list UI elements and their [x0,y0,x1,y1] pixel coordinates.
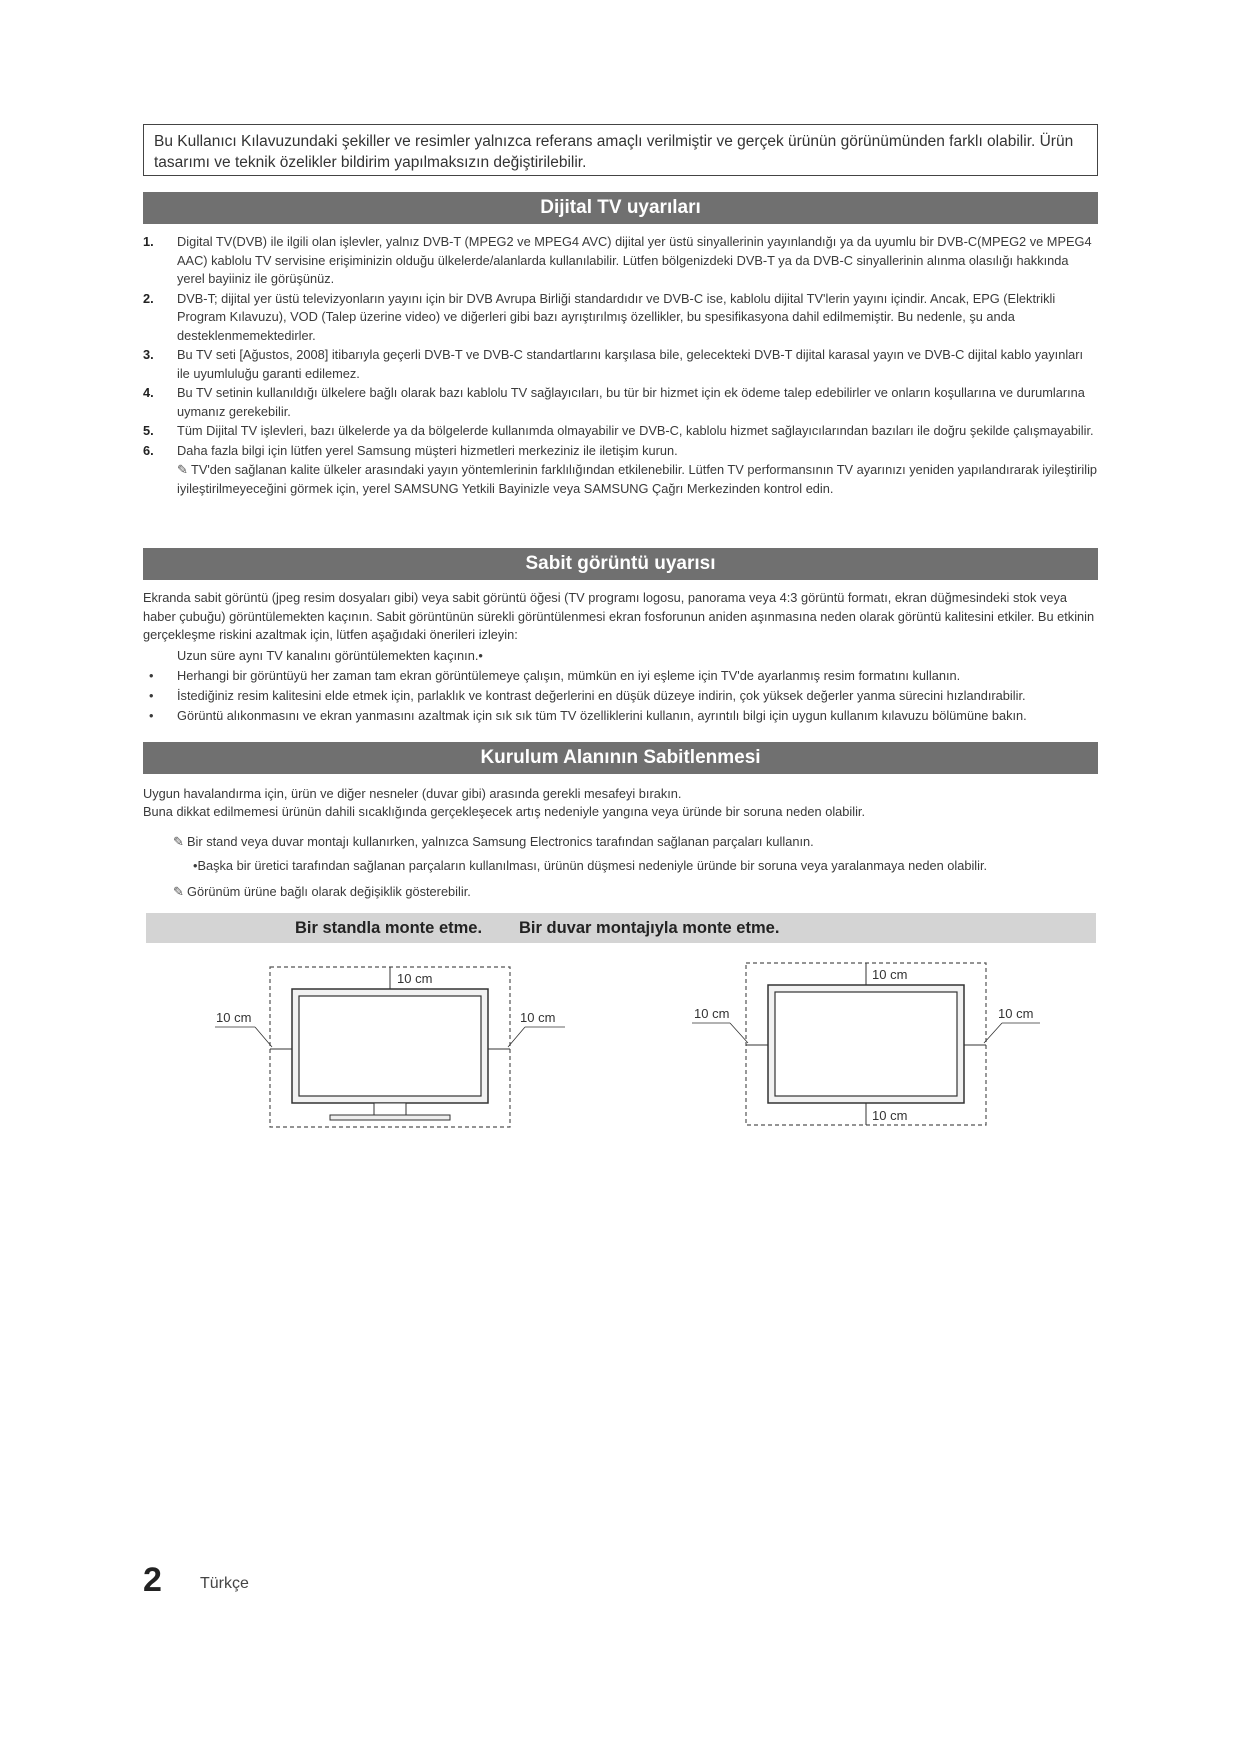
installation-note-2: ✎ Görünüm ürüne bağlı olarak değişiklik gösterebilir. [173,884,471,899]
page-language: Türkçe [200,1575,249,1592]
note-icon: ✎ [173,834,184,849]
distance-label-right: 10 cm [520,1010,556,1025]
bullet-icon: • [149,708,154,723]
note-line: ✎ TV'den sağlanan kalite ülkeler arasındaki yayın yöntemlerinin farklılığından etkilenebilir. Lütfen TV performansının TV ayarınızı yeniden yapılandırarak iyileştirilip iyileştirilmeyeceğini görmek için, yerel SAMSUNG Yetkili Bayinizle veya SAMSUNG Çağrı Merkezinden kontrol edin. [177,462,1098,496]
stand-mount-diagram [200,955,600,1130]
list-item: • Görüntü alıkonmasını ve ekran yanmasını azaltmak için sık sık tüm TV özelliklerini kullanın, ayrıntılı bilgi için uygun kullanım kılavuzu bölümüne bakın. [143,706,1098,726]
distance-label-left: 10 cm [694,1006,730,1021]
bullet-icon: • [149,668,154,683]
distance-label-top: 10 cm [397,971,433,986]
section-title-digital-tv: Dijital TV uyarıları [143,192,1098,224]
distance-label-left: 10 cm [216,1010,252,1025]
stand-mount-label: Bir standla monte etme. [295,919,483,937]
list-item: 1. Digital TV(DVB) ile ilgili olan işlevler, yalnız DVB-T (MPEG2 ve MPEG4 AVC) dijital yer üstü sinyallerinin yayınlandığı ya da uyumlu bir DVB-C(MPEG2 ve MPEG4 AAC) kablolu TV servisine erişiminizin olduğu ülkelerde/alanlarda kullanılabilir. Lütfen bölgenizdeki DVB-T ya da DVB-C sinyallerinin alınma olasılığı hakkında yerel bayiiniz ile görüşünüz. [143,234,1092,286]
digital-tv-list [143,233,1098,499]
list-item: Uzun süre aynı TV kanalını görüntülemekten kaçının.• [177,648,483,663]
installation-note-1: ✎ Bir stand veya duvar montajı kullanırken, yalnızca Samsung Electronics tarafından sağlanan parçaları kullanın. [173,834,814,849]
disclaimer-text: Bu Kullanıcı Kılavuzundaki şekiller ve resimler yalnızca referans amaçlı verilmiştir ve gerçek ürünün görünümünden farklı olabilir. Ürün tasarımı ve teknik özelikler bildirim yapılmaksızın değiştirilebilir. [154,133,1074,171]
list-item: 6. Daha fazla bilgi için lütfen yerel Samsung müşteri hizmetleri merkeziniz ile iletişim kurun. [143,442,678,458]
mounting-subtitle-bar [146,913,1096,943]
list-item: 4. Bu TV setinin kullanıldığı ülkelere bağlı olarak bazı kablolu TV sağlayıcıları, bu tür bir hizmet için ek ödeme talep edebilirler ve onların koşullarına ve durumlarına uymanız gerekebilir. [143,385,1085,419]
note-icon: ✎ [173,884,184,899]
bullet-icon: • [193,858,198,873]
section-title-still-image: Sabit görüntü uyarısı [143,548,1098,580]
note-icon: ✎ [177,462,188,477]
wall-mount-label: Bir duvar montajıyla monte etme. [519,919,780,937]
distance-label-bottom: 10 cm [872,1108,908,1123]
section-title-installation: Kurulum Alanının Sabitlenmesi [143,742,1098,774]
page-number: 2 [143,1561,162,1599]
still-image-intro: Ekranda sabit görüntü (jpeg resim dosyaları gibi) veya sabit görüntü öğesi (TV programı logosu, panorama veya 4:3 görüntü formatı, ekran düğmesindeki stok veya haber çubuğu) görüntülemekten kaçının. Sabit görüntünün sürekli görüntülenmesi ekran fosforunun aniden aşınmasına neden olarak görüntü kalitesini etkiler. Bu etkinin gerçekleşme riskini azaltmak için, lütfen aşağıdaki önerileri izleyin: [143,590,1095,642]
installation-note-1-sub: •Başka bir üretici tarafından sağlanan parçaların kullanılması, ürünün düşmesi nedeniyle üründe bir soruna veya yaralanmaya neden olabilir. [193,858,988,873]
list-item: • İstediğiniz resim kalitesini elde etmek için, parlaklık ve kontrast değerlerini en düşük düzeye indirin, çok yüksek değerler yanma sürecini hızlandırabilir. [143,686,1098,706]
distance-label-right: 10 cm [998,1006,1034,1021]
bullet-icon: • [149,688,154,703]
disclaimer-box [143,124,1098,176]
distance-label-top: 10 cm [872,967,908,982]
list-item: • Herhangi bir görüntüyü her zaman tam ekran görüntülemeye çalışın, mümkün en iyi eşleme için TV'de ayarlanmış resim formatını kullanın. [143,666,1098,686]
wall-mount-diagram [680,955,1080,1130]
installation-line-2: Buna dikkat edilmemesi ürünün dahili sıcaklığında gerçekleşecek artış nedeniyle yangına veya üründe bir soruna neden olabilir. [143,804,866,819]
list-item: 3. Bu TV seti [Ağustos, 2008] itibarıyla geçerli DVB-T ve DVB-C standartlarını karşılasa bile, gelecekteki DVB-T dijital karasal yayın ve DVB-C dijital kablo yayınları ile uyumluluğu garanti edilemez. [143,347,1084,381]
still-image-bullets [143,646,1098,726]
installation-line-1: Uygun havalandırma için, ürün ve diğer nesneler (duvar gibi) arasında gerekli mesafeyi bırakın. [143,786,682,801]
list-item: 2. DVB-T; dijital yer üstü televizyonların yayını için bir DVB Avrupa Birliği standardıdır ve DVB-C ise, kablolu dijital TV'lerin yayını içindir. Ancak, EPG (Elektrikli Program Kılavuzu), VOD (Talep üzerine video) ve diğerleri gibi bazı ayrıştırılmış özellikler, bu spesifikasyona dahil edilmemiştir. Bu nedenle, şu anda desteklenmemektedirler. [143,290,1056,343]
list-item: 5. Tüm Dijital TV işlevleri, bazı ülkelerde ya da bölgelerde kullanımda olmayabilir ve DVB-C, kablolu hizmet sağlayıcılarından bazıları ile doğru şekilde çalışmayabilir. [143,423,1094,438]
